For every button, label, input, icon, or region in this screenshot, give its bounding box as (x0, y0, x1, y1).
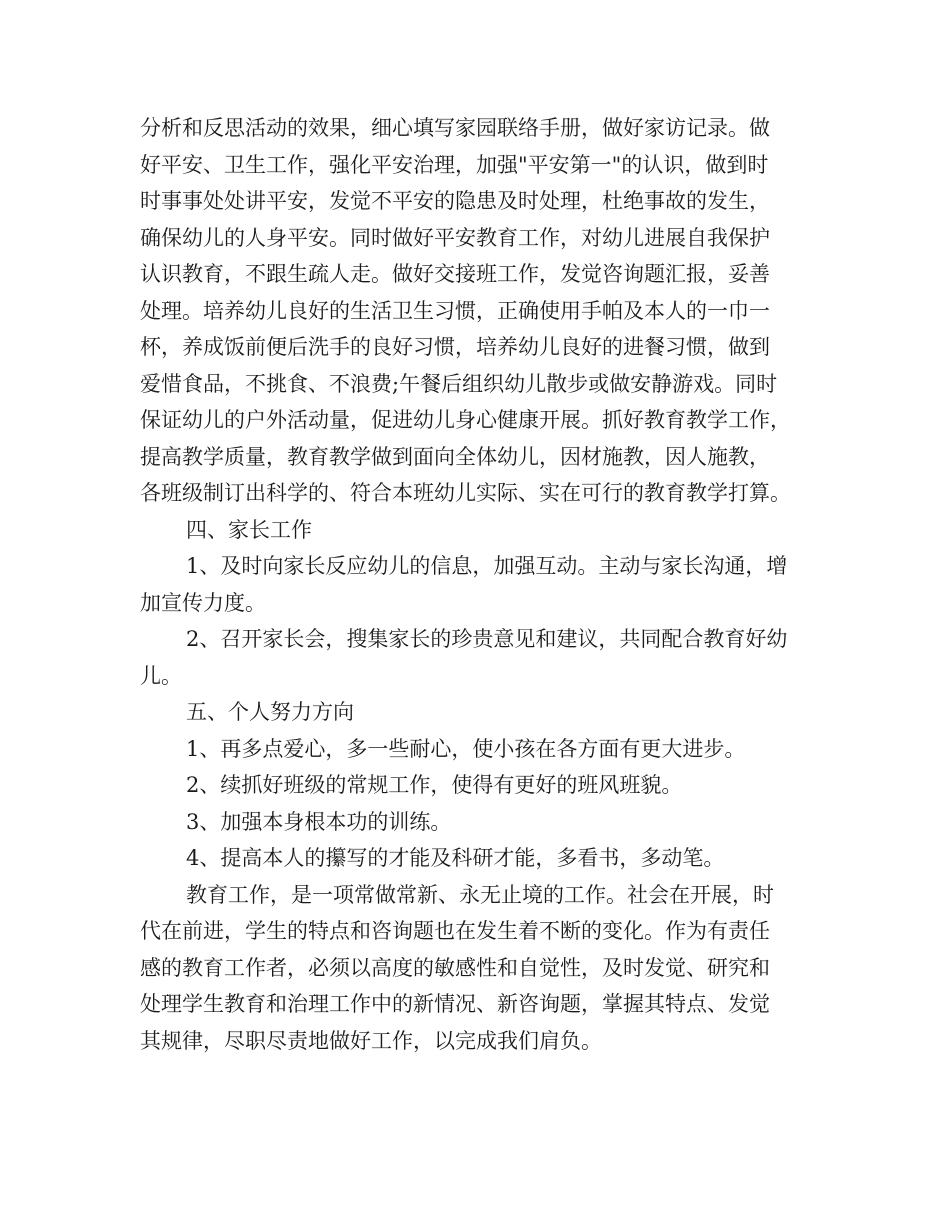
body-text (140, 110, 830, 1059)
text-line: 代在前进，学生的特点和咨询题也在发生着不断的变化。作为有责任 (140, 919, 770, 943)
text-line: 各班级制订出科学的、符合本班幼儿实际、实在可行的教育教学打算。 (140, 481, 791, 505)
text-line: 其规律，尽职尽责地做好工作，以完成我们肩负。 (140, 1028, 602, 1053)
text-line: 爱惜食品，不挑食、不浪费;午餐后组织幼儿散步或做安静游戏。同时 (140, 371, 778, 396)
text-line: 分析和反思活动的效果，细心填写家园联络手册，做好家访记录。做 (140, 116, 770, 140)
list-item: 3、加强本身根本功的训练。 (186, 809, 452, 834)
text-line: 处理学生教育和治理工作中的新情况、新咨询题，掌握其特点、发觉 (140, 992, 770, 1016)
section-heading: 四、家长工作 (186, 517, 312, 542)
list-item: 2、召开家长会，搜集家长的珍贵意见和建议，共同配合教育好幼 (186, 627, 788, 651)
text-line: 感的教育工作者，必须以高度的敏感性和自觉性，及时发觉、研究和 (140, 955, 770, 980)
text-line: 处理。培养幼儿良好的生活卫生习惯，正确使用手帕及本人的一巾一 (140, 298, 770, 323)
text-line: 认识教育，不跟生疏人走。做好交接班工作，发觉咨询题汇报，妥善 (140, 262, 770, 286)
text-line: 好平安、卫生工作，强化平安治理，加强"平安第一"的认识，做到时 (140, 152, 769, 177)
text-line: 儿。 (140, 663, 182, 688)
text-line: 时事事处处讲平安，发觉不平安的隐患及时处理，杜绝事故的发生， (140, 189, 770, 213)
text-line: 杯，养成饭前便后洗手的良好习惯，培养幼儿良好的进餐习惯，做到 (140, 335, 770, 359)
text-line: 加宣传力度。 (140, 590, 266, 615)
list-item: 1、及时向家长反应幼儿的信息，加强互动。主动与家长沟通，增 (186, 554, 788, 578)
list-item: 1、再多点爱心，多一些耐心，使小孩在各方面有更大进步。 (186, 736, 746, 761)
list-item: 2、续抓好班级的常规工作，使得有更好的班风班貌。 (186, 773, 683, 797)
list-item: 4、提高本人的攥写的才能及科研才能，多看书，多动笔。 (186, 846, 725, 870)
text-line: 保证幼儿的户外活动量，促进幼儿身心健康开展。抓好教育教学工作， (140, 408, 791, 432)
text-line: 提高教学质量，教育教学做到面向全体幼儿，因材施教，因人施教， (140, 444, 770, 469)
paragraph-start: 教育工作，是一项常做常新、永无止境的工作。社会在开展，时 (186, 882, 774, 907)
text-line: 确保幼儿的人身平安。同时做好平安教育工作，对幼儿进展自我保护 (140, 225, 770, 250)
section-heading: 五、个人努力方向 (186, 700, 354, 724)
